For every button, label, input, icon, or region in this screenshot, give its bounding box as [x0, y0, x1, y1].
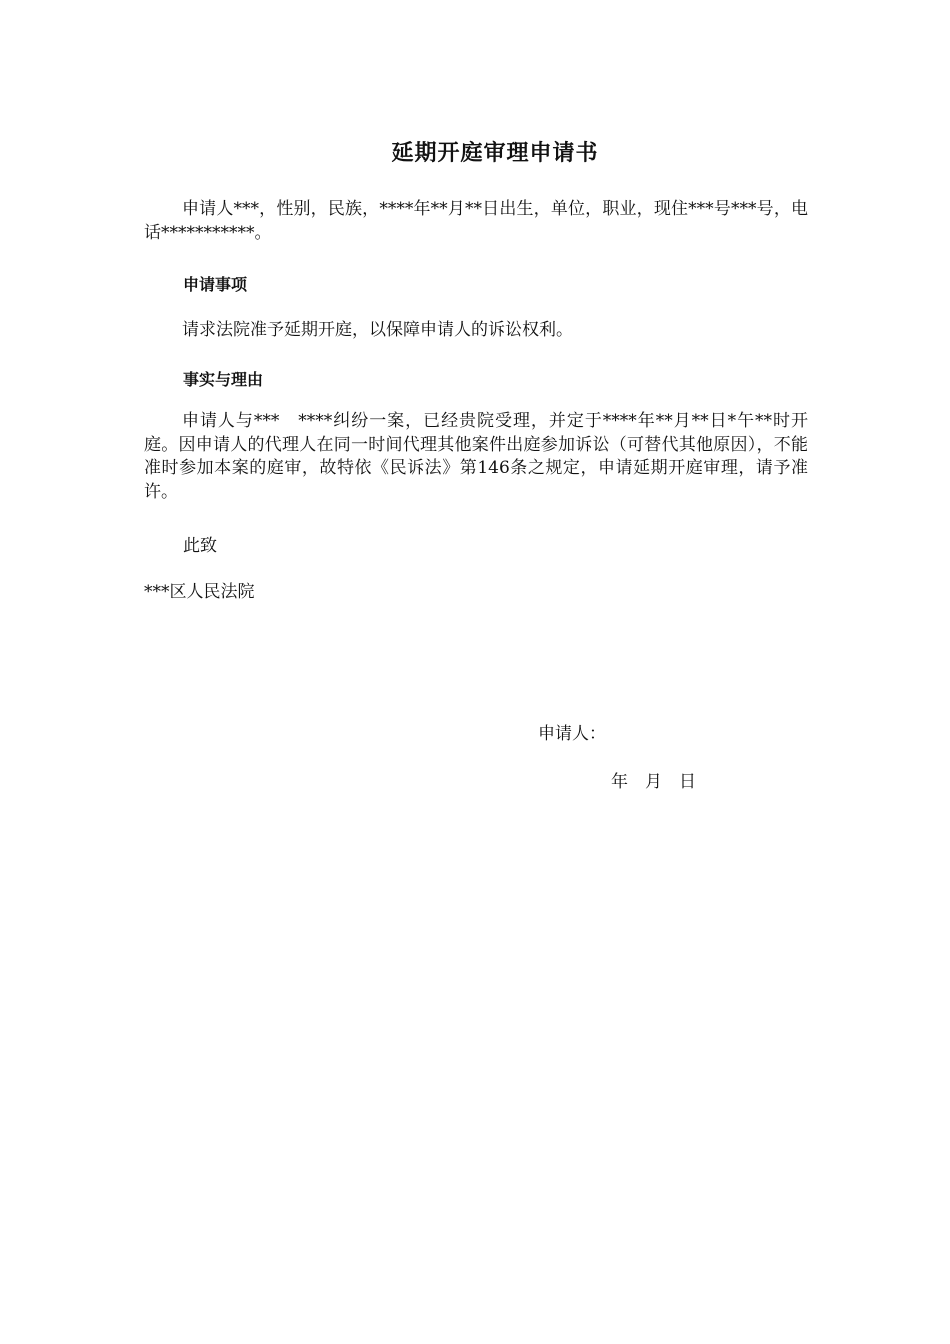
- reason-section-heading: 事实与理由: [183, 370, 264, 389]
- request-section-heading: 申请事项: [183, 275, 248, 294]
- request-paragraph: 请求法院准予延期开庭，以保障申请人的诉讼权利。: [182, 320, 573, 340]
- document-title: 延期开庭审理申请书: [391, 141, 599, 166]
- recipient-court: ***区人民法院: [144, 582, 255, 602]
- signature-label: 申请人：: [538, 724, 606, 744]
- reason-paragraph: 申请人与*** ****纠纷一案，已经贵院受理，并定于****年**月**日*午**时开庭。因申请人的代理人在同一时间代理其他案件出庭参加诉讼（可替代其他原因），不能准时参加本案的庭审，故特依《民诉法》第146条之规定，申请延期开庭审理，请予准许。: [144, 411, 808, 502]
- date-line: 年 月 日: [611, 772, 696, 792]
- applicant-info-paragraph: 申请人***，性别，民族，****年**月**日出生，单位，职业，现住***号***号，电话***********。: [144, 199, 808, 243]
- salutation: 此致: [183, 536, 217, 556]
